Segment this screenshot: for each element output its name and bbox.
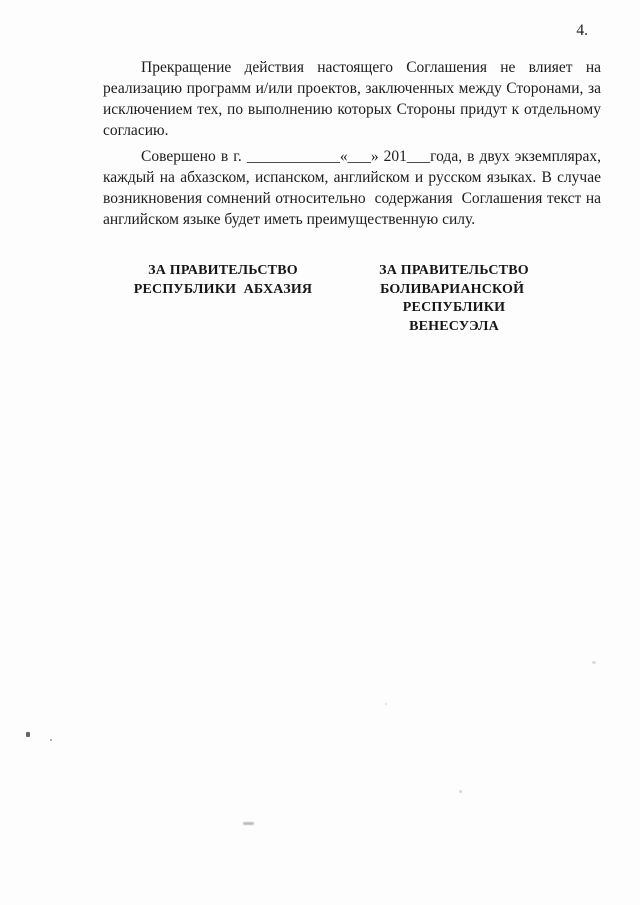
text-line: Прекращение действия настоящего Соглашения не влияет на	[141, 59, 601, 76]
scan-artifact-speck	[50, 739, 52, 741]
text-line: реализацию программ и/или проектов, заключенных между Сторонами, за	[103, 80, 601, 97]
signature-block-venezuela	[334, 262, 574, 336]
signature-line: БОЛИВАРИАНСКОЙ РЕСПУБЛИКИ	[380, 281, 528, 315]
signature-block-abkhazia	[126, 262, 320, 299]
text-line: английском языке будет иметь преимущественную силу.	[103, 211, 476, 228]
text-line: возникновения сомнений относительно содержания Соглашения текст на	[103, 190, 601, 207]
scan-artifact-speck	[243, 822, 254, 825]
signature-line: ЗА ПРАВИТЕЛЬСТВО	[379, 263, 529, 278]
signature-line: ВЕНЕСУЭЛА	[409, 318, 499, 334]
paragraph-termination-clause	[103, 57, 601, 141]
text-line: исключением тех, по выполнению которых Стороны придут к отдельному	[103, 101, 601, 118]
text-line: согласию.	[103, 122, 169, 139]
text-line: Совершено в г. ____________«___» 201___года, в двух экземплярах,	[141, 148, 601, 165]
paragraph-execution-clause	[103, 146, 601, 230]
signature-line: ЗА ПРАВИТЕЛЬСТВО	[148, 263, 298, 278]
text-line: каждый на абхазском, испанском, английском и русском языках. В случае	[103, 169, 601, 186]
scan-artifact-speck	[26, 732, 30, 737]
page-number: 4.	[576, 22, 588, 39]
scan-artifact-speck	[459, 790, 462, 793]
document-body	[103, 57, 601, 235]
signature-line: РЕСПУБЛИКИ АБХАЗИЯ	[133, 281, 313, 297]
scan-artifact-speck	[592, 661, 596, 664]
scan-artifact-speck	[385, 703, 387, 705]
